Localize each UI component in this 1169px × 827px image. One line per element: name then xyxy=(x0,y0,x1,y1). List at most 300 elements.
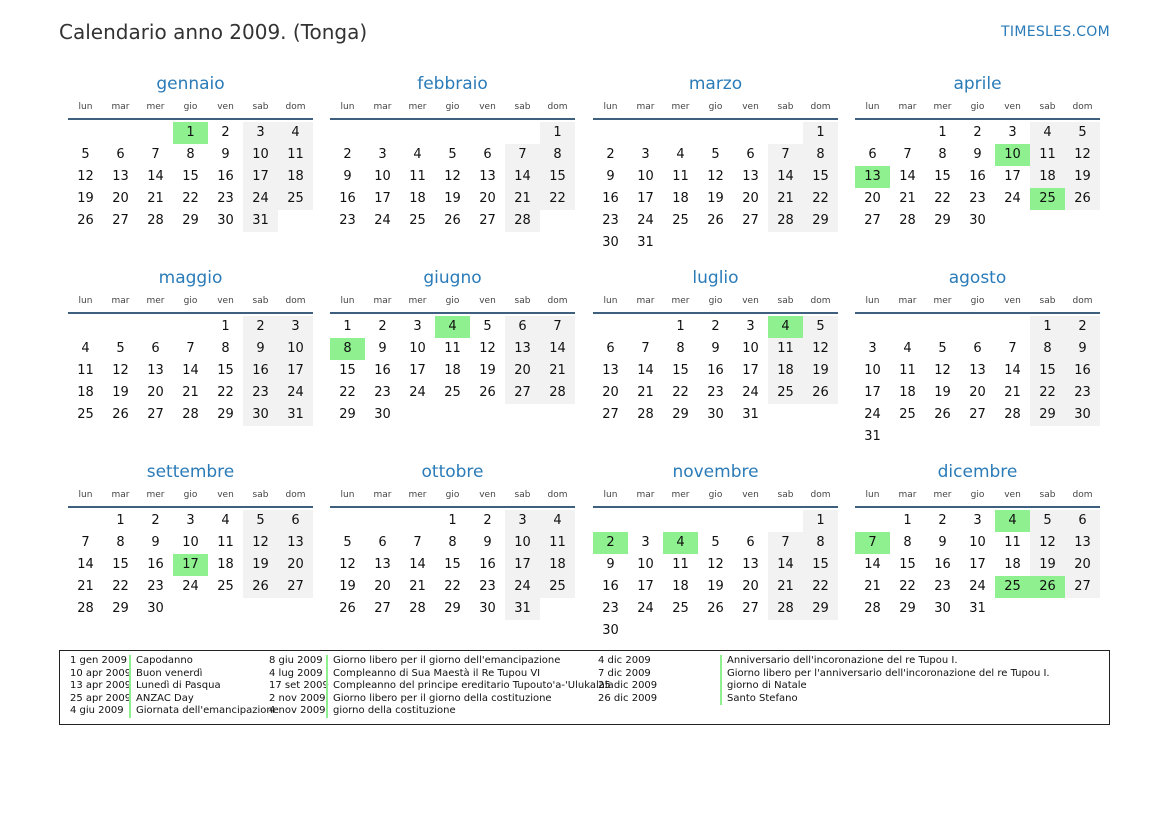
day-cell: 15 xyxy=(803,554,838,576)
day-cell: 21 xyxy=(409,579,426,594)
legend-col2-names xyxy=(326,655,614,718)
day-cell: 22 xyxy=(803,576,838,598)
day-cell: 28 xyxy=(637,407,654,422)
day-cell: 24 xyxy=(637,213,654,228)
weekday-label: ven xyxy=(217,490,234,500)
day-cell: 10 xyxy=(243,144,278,166)
day-cell: 23 xyxy=(602,213,619,228)
day-cell: 8 xyxy=(938,147,947,162)
day-cell: 18 xyxy=(1030,166,1065,188)
weekday-label: gio xyxy=(445,296,460,306)
day-cell: 19 xyxy=(77,191,94,206)
weekday-label: gio xyxy=(708,296,723,306)
day-cell: 19 xyxy=(934,385,951,400)
day-cell: 2 xyxy=(1065,316,1100,338)
day-grid xyxy=(68,510,313,620)
day-cell: 14 xyxy=(1004,363,1021,378)
weekday-label: sab xyxy=(1039,296,1056,306)
day-cell-holiday: 13 xyxy=(855,166,890,188)
weekday-label: sab xyxy=(777,102,794,112)
weekday-label: lun xyxy=(865,102,880,112)
day-cell: 29 xyxy=(934,213,951,228)
day-cell: 8 xyxy=(448,535,457,550)
day-cell: 3 xyxy=(641,535,650,550)
day-cell: 20 xyxy=(1065,554,1100,576)
weekday-label: lun xyxy=(78,296,93,306)
day-cell: 10 xyxy=(637,557,654,572)
day-cell: 28 xyxy=(147,213,164,228)
day-cell: 13 xyxy=(505,338,540,360)
day-cell: 18 xyxy=(672,191,689,206)
legend-col2-dates xyxy=(269,655,329,718)
day-cell: 1 xyxy=(803,122,838,144)
day-cell: 1 xyxy=(343,319,352,334)
day-grid xyxy=(593,122,838,254)
legend-date: 4 nov 2009 xyxy=(269,705,326,717)
day-cell: 18 xyxy=(77,385,94,400)
day-cell: 11 xyxy=(540,532,575,554)
day-cell: 12 xyxy=(934,363,951,378)
day-cell: 29 xyxy=(1030,404,1065,426)
legend-holiday: Capodanno xyxy=(129,655,279,668)
weekday-label: mer xyxy=(933,102,952,112)
day-cell: 28 xyxy=(768,598,803,620)
weekday-label: dom xyxy=(547,490,568,500)
day-grid xyxy=(330,510,575,620)
day-cell: 2 xyxy=(483,513,492,528)
weekday-label: dom xyxy=(810,296,831,306)
holiday-legend xyxy=(59,650,1110,725)
day-cell: 15 xyxy=(1030,360,1065,382)
day-cell: 22 xyxy=(444,579,461,594)
day-cell: 24 xyxy=(182,579,199,594)
day-cell: 1 xyxy=(116,513,125,528)
day-cell: 30 xyxy=(243,404,278,426)
legend-holiday: Santo Stefano xyxy=(720,693,1050,706)
legend-holiday: Lunedì di Pasqua xyxy=(129,680,279,693)
day-cell: 27 xyxy=(479,213,496,228)
day-cell: 16 xyxy=(707,363,724,378)
weekday-label: dom xyxy=(547,102,568,112)
weekday-label: ven xyxy=(742,490,759,500)
day-cell: 27 xyxy=(278,576,313,598)
day-cell: 26 xyxy=(243,576,278,598)
weekday-header xyxy=(330,484,575,508)
day-cell: 24 xyxy=(864,407,881,422)
day-cell-holiday: 2 xyxy=(593,532,628,554)
weekday-label: dom xyxy=(285,490,306,500)
day-cell: 17 xyxy=(409,363,426,378)
legend-date: 4 giu 2009 xyxy=(70,705,124,717)
day-cell: 10 xyxy=(505,532,540,554)
day-cell: 8 xyxy=(676,341,685,356)
legend-holiday: Giorno libero per l'anniversario dell'incoronazione del re Tupou I. xyxy=(720,668,1050,681)
day-cell: 22 xyxy=(672,385,689,400)
weekday-label: sab xyxy=(252,102,269,112)
day-cell: 26 xyxy=(803,382,838,404)
weekday-label: dom xyxy=(810,490,831,500)
day-cell: 27 xyxy=(864,213,881,228)
day-cell: 2 xyxy=(606,147,615,162)
day-cell: 23 xyxy=(602,601,619,616)
day-cell: 20 xyxy=(742,579,759,594)
day-cell: 9 xyxy=(343,169,352,184)
day-cell: 6 xyxy=(505,316,540,338)
weekday-label: dom xyxy=(285,102,306,112)
day-cell: 18 xyxy=(899,385,916,400)
weekday-label: gio xyxy=(183,490,198,500)
legend-date: 25 apr 2009 xyxy=(70,692,132,704)
day-cell: 12 xyxy=(707,169,724,184)
day-cell: 3 xyxy=(243,122,278,144)
day-grid xyxy=(330,122,575,232)
day-cell: 6 xyxy=(483,147,492,162)
day-cell: 3 xyxy=(278,316,313,338)
day-cell: 30 xyxy=(374,407,391,422)
day-cell: 9 xyxy=(1065,338,1100,360)
day-cell: 16 xyxy=(217,169,234,184)
day-cell: 16 xyxy=(339,191,356,206)
day-cell: 27 xyxy=(1065,576,1100,598)
day-cell: 31 xyxy=(637,235,654,250)
day-cell-holiday: 7 xyxy=(855,532,890,554)
day-cell: 14 xyxy=(77,557,94,572)
weekday-label: mar xyxy=(898,296,917,306)
weekday-header xyxy=(593,290,838,314)
day-empty xyxy=(890,122,925,144)
day-cell: 12 xyxy=(112,363,129,378)
day-cell: 28 xyxy=(505,210,540,232)
day-cell: 23 xyxy=(479,579,496,594)
day-cell: 3 xyxy=(505,510,540,532)
day-cell: 14 xyxy=(864,557,881,572)
day-cell: 16 xyxy=(243,360,278,382)
day-grid xyxy=(68,316,313,426)
day-cell: 6 xyxy=(746,147,755,162)
day-cell-holiday: 25 xyxy=(995,576,1030,598)
weekday-label: mar xyxy=(111,296,130,306)
day-cell: 17 xyxy=(864,385,881,400)
weekday-label: ven xyxy=(217,102,234,112)
day-cell: 28 xyxy=(899,213,916,228)
weekday-label: gio xyxy=(708,102,723,112)
day-cell: 25 xyxy=(217,579,234,594)
day-cell: 17 xyxy=(637,191,654,206)
day-cell: 31 xyxy=(243,210,278,232)
day-cell: 13 xyxy=(374,557,391,572)
day-cell: 10 xyxy=(969,535,986,550)
day-cell: 1 xyxy=(221,319,230,334)
day-cell: 3 xyxy=(413,319,422,334)
day-empty xyxy=(68,510,103,532)
month-name: aprile xyxy=(953,74,1002,94)
day-cell: 11 xyxy=(1030,144,1065,166)
day-cell: 8 xyxy=(186,147,195,162)
weekday-header xyxy=(593,96,838,120)
day-cell: 7 xyxy=(540,316,575,338)
month-name: settembre xyxy=(146,462,235,482)
day-empty xyxy=(960,316,995,338)
day-cell: 10 xyxy=(374,169,391,184)
day-cell: 1 xyxy=(1030,316,1065,338)
day-cell: 24 xyxy=(1004,191,1021,206)
day-cell: 1 xyxy=(903,513,912,528)
day-cell: 13 xyxy=(602,363,619,378)
weekday-label: lun xyxy=(603,296,618,306)
day-cell: 10 xyxy=(278,338,313,360)
day-cell: 18 xyxy=(217,557,234,572)
weekday-label: mer xyxy=(933,296,952,306)
legend-col1-dates xyxy=(70,655,131,718)
day-cell: 14 xyxy=(899,169,916,184)
day-cell: 31 xyxy=(278,404,313,426)
day-cell: 1 xyxy=(448,513,457,528)
day-cell: 28 xyxy=(409,601,426,616)
day-cell: 27 xyxy=(969,407,986,422)
weekday-label: ven xyxy=(742,296,759,306)
day-cell: 3 xyxy=(378,147,387,162)
month-settembre xyxy=(68,460,313,620)
day-cell: 12 xyxy=(444,169,461,184)
weekday-label: mer xyxy=(146,490,165,500)
day-cell: 2 xyxy=(938,513,947,528)
day-cell: 12 xyxy=(1065,144,1100,166)
weekday-label: mer xyxy=(408,490,427,500)
weekday-label: mar xyxy=(636,490,655,500)
weekday-label: gio xyxy=(183,102,198,112)
day-cell: 9 xyxy=(973,147,982,162)
day-cell: 16 xyxy=(479,557,496,572)
day-cell: 13 xyxy=(479,169,496,184)
day-cell: 20 xyxy=(374,579,391,594)
day-cell: 26 xyxy=(339,601,356,616)
day-cell: 7 xyxy=(641,341,650,356)
day-cell: 26 xyxy=(707,213,724,228)
day-cell: 20 xyxy=(112,191,129,206)
day-empty xyxy=(593,122,628,144)
day-cell: 22 xyxy=(934,191,951,206)
day-cell: 14 xyxy=(637,363,654,378)
brand-link[interactable]: TIMESLES.COM xyxy=(1001,24,1110,40)
day-cell: 12 xyxy=(803,338,838,360)
weekday-label: mar xyxy=(898,490,917,500)
day-cell: 15 xyxy=(182,169,199,184)
day-cell: 2 xyxy=(711,319,720,334)
day-grid xyxy=(330,316,575,426)
day-cell: 21 xyxy=(505,188,540,210)
weekday-label: gio xyxy=(970,102,985,112)
day-cell: 21 xyxy=(540,360,575,382)
weekday-label: mer xyxy=(933,490,952,500)
day-cell: 7 xyxy=(505,144,540,166)
day-cell: 27 xyxy=(602,407,619,422)
day-cell: 12 xyxy=(77,169,94,184)
weekday-label: lun xyxy=(865,490,880,500)
day-cell: 25 xyxy=(444,385,461,400)
day-empty xyxy=(925,316,960,338)
day-cell: 2 xyxy=(343,147,352,162)
legend-date: 4 dic 2009 xyxy=(598,655,651,666)
day-cell: 4 xyxy=(81,341,90,356)
day-cell: 9 xyxy=(606,557,615,572)
day-cell: 5 xyxy=(448,147,457,162)
day-cell: 15 xyxy=(934,169,951,184)
day-cell: 11 xyxy=(768,338,803,360)
month-name: giugno xyxy=(423,268,482,288)
legend-holiday: Anniversario dell'incoronazione del re Tupou I. xyxy=(720,655,1050,668)
month-name: marzo xyxy=(688,74,743,94)
day-empty xyxy=(400,122,435,144)
day-cell: 10 xyxy=(864,363,881,378)
day-cell: 31 xyxy=(742,407,759,422)
weekday-label: ven xyxy=(479,102,496,112)
day-cell-holiday: 17 xyxy=(173,554,208,576)
month-maggio xyxy=(68,266,313,426)
day-empty xyxy=(68,122,103,144)
day-cell: 28 xyxy=(540,382,575,404)
weekday-label: mer xyxy=(146,296,165,306)
weekday-label: mar xyxy=(111,490,130,500)
day-cell: 28 xyxy=(768,210,803,232)
day-cell: 14 xyxy=(768,554,803,576)
day-cell: 4 xyxy=(903,341,912,356)
day-cell: 27 xyxy=(742,601,759,616)
day-cell: 4 xyxy=(1030,122,1065,144)
day-cell: 10 xyxy=(637,169,654,184)
day-empty xyxy=(103,122,138,144)
day-cell: 4 xyxy=(278,122,313,144)
day-cell-holiday: 10 xyxy=(995,144,1030,166)
day-cell: 19 xyxy=(243,554,278,576)
weekday-header xyxy=(68,96,313,120)
day-cell: 23 xyxy=(339,213,356,228)
day-cell: 2 xyxy=(243,316,278,338)
month-gennaio xyxy=(68,72,313,232)
day-cell: 19 xyxy=(707,579,724,594)
month-name: dicembre xyxy=(937,462,1018,482)
day-cell: 19 xyxy=(1030,554,1065,576)
weekday-label: mar xyxy=(373,296,392,306)
day-cell: 7 xyxy=(768,532,803,554)
day-cell: 18 xyxy=(278,166,313,188)
day-cell: 18 xyxy=(672,579,689,594)
day-empty xyxy=(138,122,173,144)
day-cell: 11 xyxy=(409,169,426,184)
weekday-label: gio xyxy=(970,296,985,306)
day-cell: 13 xyxy=(112,169,129,184)
weekday-label: lun xyxy=(603,102,618,112)
weekday-label: dom xyxy=(1072,102,1093,112)
day-cell: 21 xyxy=(768,188,803,210)
weekday-header xyxy=(855,290,1100,314)
day-cell: 30 xyxy=(217,213,234,228)
weekday-label: mar xyxy=(898,102,917,112)
day-empty xyxy=(855,316,890,338)
day-empty xyxy=(470,122,505,144)
weekday-label: mar xyxy=(373,490,392,500)
weekday-label: lun xyxy=(78,102,93,112)
day-cell: 15 xyxy=(444,557,461,572)
weekday-header xyxy=(330,290,575,314)
day-cell: 9 xyxy=(151,535,160,550)
month-name: febbraio xyxy=(417,74,488,94)
day-cell: 9 xyxy=(221,147,230,162)
day-cell: 24 xyxy=(742,385,759,400)
day-cell: 6 xyxy=(606,341,615,356)
weekday-label: mar xyxy=(111,102,130,112)
day-empty xyxy=(628,122,663,144)
day-cell: 28 xyxy=(77,601,94,616)
day-cell: 27 xyxy=(112,213,129,228)
day-cell: 22 xyxy=(112,579,129,594)
day-empty xyxy=(698,510,733,532)
day-cell: 11 xyxy=(278,144,313,166)
day-empty xyxy=(663,510,698,532)
day-cell: 21 xyxy=(1004,385,1021,400)
day-cell: 11 xyxy=(672,557,689,572)
month-giugno xyxy=(330,266,575,426)
weekday-label: mer xyxy=(408,102,427,112)
page-title: Calendario anno 2009. (Tonga) xyxy=(59,20,368,44)
weekday-label: mar xyxy=(373,102,392,112)
day-cell: 26 xyxy=(444,213,461,228)
day-cell: 19 xyxy=(112,385,129,400)
weekday-label: sab xyxy=(777,296,794,306)
day-empty xyxy=(593,316,628,338)
day-cell: 20 xyxy=(479,191,496,206)
day-cell: 12 xyxy=(1030,532,1065,554)
day-cell-holiday: 26 xyxy=(1030,576,1065,598)
day-cell: 21 xyxy=(637,385,654,400)
day-cell: 5 xyxy=(1065,122,1100,144)
day-cell: 15 xyxy=(112,557,129,572)
day-cell: 25 xyxy=(409,213,426,228)
day-cell: 17 xyxy=(505,554,540,576)
day-empty xyxy=(435,122,470,144)
weekday-label: gio xyxy=(970,490,985,500)
weekday-label: lun xyxy=(340,490,355,500)
day-cell: 24 xyxy=(278,382,313,404)
day-cell-holiday: 1 xyxy=(173,122,208,144)
day-empty xyxy=(68,316,103,338)
day-cell: 14 xyxy=(505,166,540,188)
day-cell: 19 xyxy=(707,191,724,206)
day-empty xyxy=(330,510,365,532)
day-cell: 6 xyxy=(116,147,125,162)
day-empty xyxy=(400,510,435,532)
weekday-label: ven xyxy=(1004,490,1021,500)
day-cell: 16 xyxy=(969,169,986,184)
day-cell: 30 xyxy=(147,601,164,616)
day-cell: 22 xyxy=(339,385,356,400)
day-cell: 7 xyxy=(81,535,90,550)
weekday-header xyxy=(855,96,1100,120)
day-cell: 5 xyxy=(343,535,352,550)
day-cell: 18 xyxy=(444,363,461,378)
day-cell: 26 xyxy=(77,213,94,228)
weekday-label: mer xyxy=(671,490,690,500)
day-cell: 29 xyxy=(112,601,129,616)
day-grid xyxy=(593,316,838,426)
weekday-header xyxy=(593,484,838,508)
day-cell: 22 xyxy=(217,385,234,400)
day-grid xyxy=(68,122,313,232)
day-empty xyxy=(855,122,890,144)
weekday-label: ven xyxy=(217,296,234,306)
month-luglio xyxy=(593,266,838,426)
day-cell: 14 xyxy=(182,363,199,378)
day-grid xyxy=(855,316,1100,448)
